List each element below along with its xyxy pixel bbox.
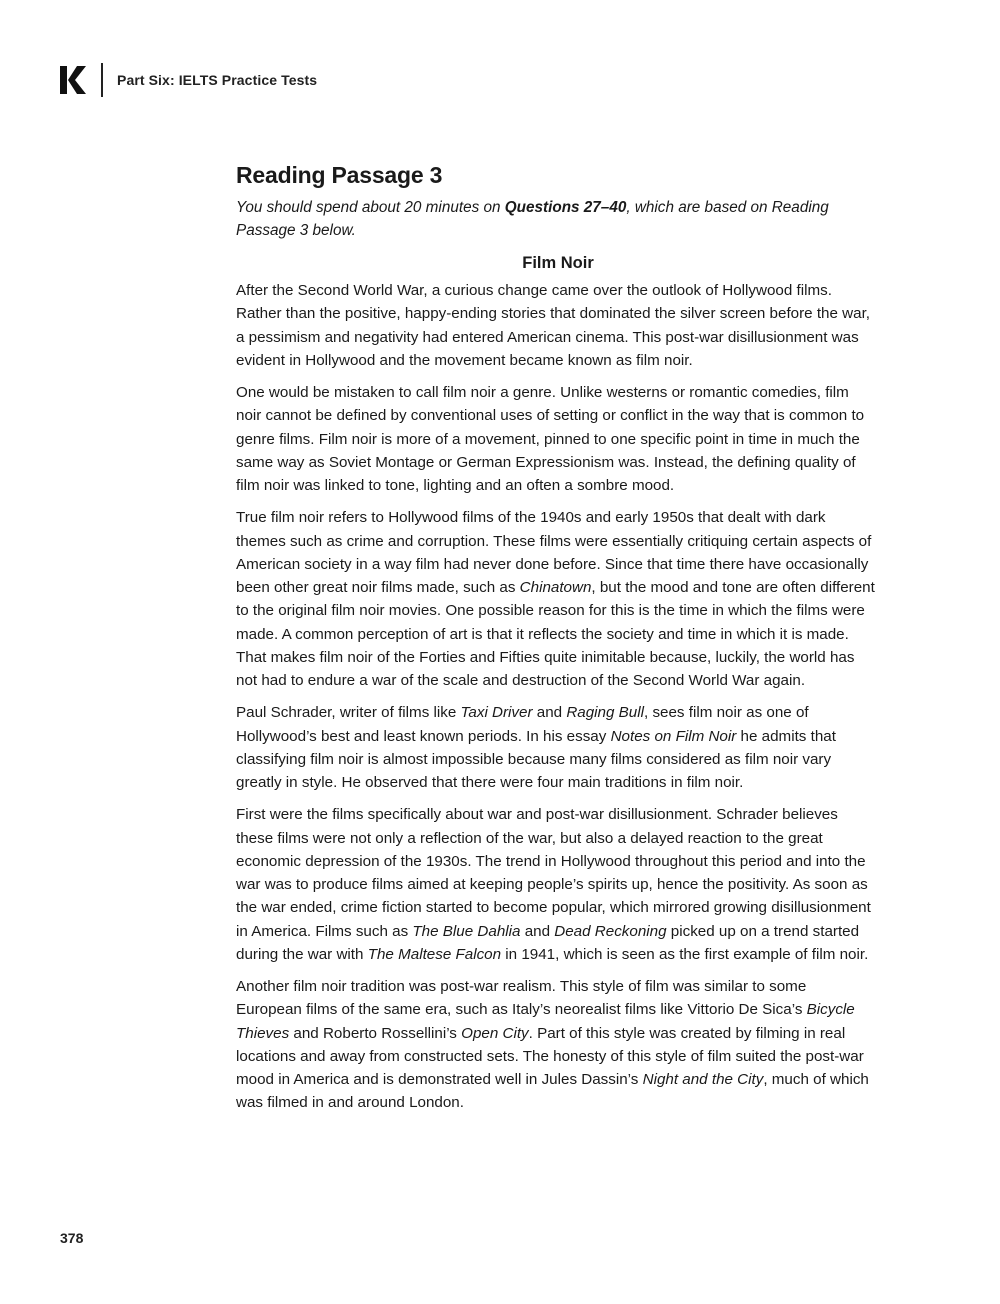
- title-reference: Night and the City: [642, 1071, 764, 1088]
- title-reference: Notes on Film Noir: [610, 727, 737, 745]
- title-reference: Dead Reckoning: [554, 922, 667, 940]
- title-reference: Chinatown: [519, 579, 592, 596]
- paragraph: [236, 975, 876, 1115]
- header-divider: [101, 63, 103, 97]
- title-reference: Taxi Driver: [460, 704, 533, 722]
- paragraph-text: he admits that classifying film noir is almost impossible because many films considered as film noir vary greatly in style. He observed that there were four main traditions in film noir.: [236, 727, 836, 791]
- paragraph-text: , sees film noir as one of Hollywood’s best and least known periods. In his essay: [236, 704, 809, 745]
- paragraph-text: , but the mood and tone are often different to the original film noir movies. One possible reason for this is the time in which the films were made. A common perception of art is that it reflects the society and time in which it is made. That makes film noir of the Forties and Fifties quite inimitable because, luckily, the world has not had to endure a war of the scale and destruction of the Second World War again.: [236, 579, 875, 689]
- paragraph-text: and: [532, 704, 567, 722]
- section-title: Part Six: IELTS Practice Tests: [117, 72, 318, 88]
- instructions-text-end: , which are based on Reading Passage 3 below.: [236, 199, 829, 239]
- title-reference: The Blue Dahlia: [412, 922, 521, 940]
- running-header: [60, 62, 317, 98]
- kaplan-k-logo-icon: [60, 66, 86, 94]
- paragraph-text: picked up on a trend started during the war with: [236, 922, 860, 963]
- passage-heading: Reading Passage 3: [236, 162, 443, 188]
- paragraph-text: One would be mistaken to call film noir a genre. Unlike westerns or romantic comedies, film noir cannot be defined by conventional uses of setting or conflict in the way that is common to genre films. Film noir is more of a movement, pinned to one specific point in time in much the same way as Soviet Montage or German Expressionism was. Instead, the defining quality of film noir was linked to tone, lighting and an often a sombre mood.: [236, 384, 865, 494]
- paragraph-text: in 1941, which is seen as the first example of film noir.: [501, 945, 869, 963]
- paragraph: [236, 701, 876, 794]
- paragraph: [236, 506, 876, 692]
- paragraph: [236, 803, 876, 966]
- passage-content: [236, 162, 876, 1124]
- paragraph-text: , much of which was filmed in and around London.: [236, 1071, 869, 1112]
- article-title: Film Noir: [522, 254, 594, 272]
- paragraph-text: . Part of this style was created by filming in real locations and away from constructed sets. The honesty of this style of film suited the post-war mood in America and is demonstrated well in Jules Dassin’s: [236, 1024, 864, 1088]
- title-reference: Raging Bull: [566, 704, 644, 722]
- title-reference: Bicycle Thieves: [236, 1001, 855, 1042]
- paragraph-text: and Roberto Rossellini’s: [289, 1024, 462, 1042]
- paragraph-text: and: [520, 922, 555, 940]
- paragraph-text: First were the films specifically about war and post-war disillusionment. Schrader believes these films were not only a reflection of the war, but also a delayed reaction to the great economic depression of the 1930s. The trend in Hollywood throughout this period and into the war was to produce films aimed at keeping people’s spirits up, hence the positivity. As soon as the war ended, crime fiction started to become popular, which mirrored growing disillusionment in America. Films such as: [236, 806, 871, 940]
- paragraph: [236, 279, 876, 372]
- paragraph-text: True film noir refers to Hollywood films of the 1940s and early 1950s that dealt with dark themes such as crime and corruption. These films were essentially critiquing certain aspects of American society in a way film had never done before. Since that time there have occasionally been other great noir films made, such as: [236, 509, 872, 596]
- instructions-text: You should spend about 20 minutes on: [236, 199, 505, 216]
- paragraph-text: Paul Schrader, writer of films like: [236, 704, 461, 722]
- paragraph-text: Another film noir tradition was post-war realism. This style of film was similar to some European films of the same era, such as Italy’s neorealist films like Vittorio De Sica’s: [236, 978, 807, 1019]
- page-number: 378: [60, 1230, 84, 1246]
- title-reference: Open City: [461, 1024, 529, 1042]
- article-body: [236, 279, 876, 1115]
- passage-instructions: [236, 196, 846, 242]
- paragraph: [236, 381, 876, 497]
- title-reference: The Maltese Falcon: [367, 945, 502, 963]
- instructions-questions: Questions 27–40: [504, 199, 627, 216]
- paragraph-text: After the Second World War, a curious change came over the outlook of Hollywood films. Rather than the positive, happy-ending stories that dominated the silver screen before the war, a pessimism and negativity had entered American cinema. This post-war disillusionment was evident in Hollywood and the movement became known as film noir.: [236, 282, 871, 369]
